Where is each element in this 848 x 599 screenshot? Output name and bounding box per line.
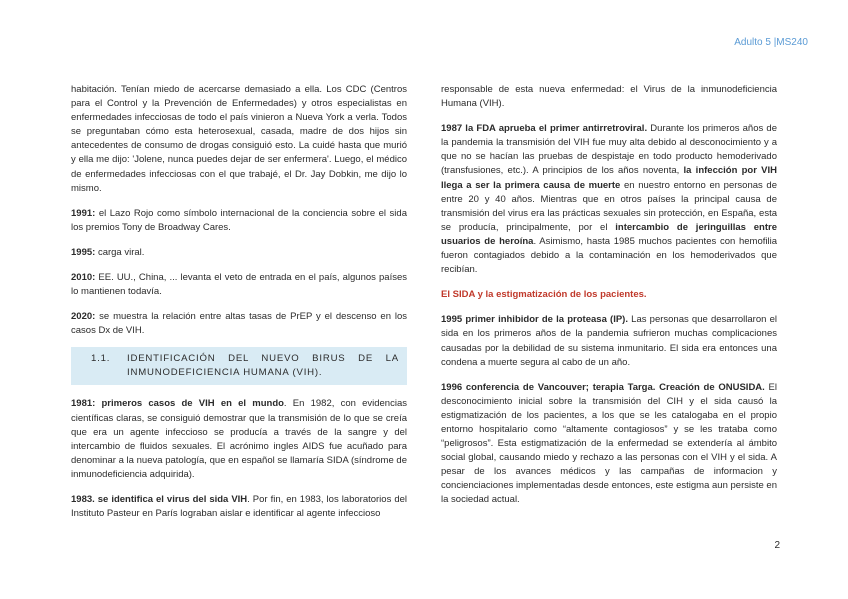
intro-paragraph: habitación. Tenían miedo de acercarse demasiado a ella. Los CDC (Centros para el Control y la Prevención de Enfermedades) y otros especialistas en enfermedades infecciosas de todo el país vinieron a Nueva York a verla. Todos se preguntaban cómo esta heterosexual, casada, madre de dos hijos sin antecedentes de consumo de drogas consiguió esto. La cuidé hasta que murió y ella me dijo: 'Jolene, nunca puedes dejar de ser enfermera'. Luego, el médico de enfermedades infecciosas con el que trabajé, el Dr. Jay Dobkin, me dijo lo mismo. xyxy=(71,84,407,194)
section-heading xyxy=(71,347,407,385)
paragraph-1995-ip: 1995 primer inhibidor de la proteasa (IP). Las personas que desarrollaron el sida en los primeros años de la pandemia sufrieron muchas complicaciones causadas por la debilidad de su sistema inmunitario. El sida era entonces una condena a muerte segura al cabo de un año. xyxy=(441,314,777,368)
paragraph-2010: 2010: EE. UU., China, ... levanta el veto de entrada en el país, algunos países lo mantienen todavía. xyxy=(71,272,407,298)
paragraph-1987: 1987 la FDA aprueba el primer antirretroviral. Durante los primeros años de la pandemia la transmisión del VIH fue muy alta debido al desconocimiento y a que no se hacían las pruebas de despistaje en todo producto hemoderivado (transfusiones, etc.). A principios de los años noventa, la infección por VIH llega a ser la primera causa de muerte en nuestro entorno en personas de entre 20 y 40 años. Mientras que en otros países la principal causa de transmisión del virus era las prácticas sexuales sin protección, en España, esta se producía, principalmente, por el intercambio de jeringuillas entre usuarios de heroína. Asimismo, hasta 1985 muchos pacientes con hemofilia fueron contagiados debido a la contaminación en los hemoderivados que recibían. xyxy=(441,123,777,276)
paragraph-1996: 1996 conferencia de Vancouver; terapia Targa. Creación de ONUSIDA. El desconocimiento inicial sobre la transmisión del CIH y el sida causó la estigmatización de los pacientes, a los que se les catalogaba en el propio entorno hospitalario como “altamente contagiosos” y se les trataba como “peligrosos”. Esta estigmatización de la enfermedad se extendería al ámbito social global, causando miedo y rechazo a las personas con el VIH y el sida. A pesar de los avances médicos y las campañas de informacion y concienciaciones implementadas desde entonces, este estigma aun persiste en la sociedad actual. xyxy=(441,381,777,506)
section-number: 1.1. xyxy=(91,353,111,365)
section-title: IDENTIFICACIÓN DEL NUEVO BIRUS DE LA INMUNODEFICIENCIA HUMANA (VIH). xyxy=(127,353,399,379)
paragraph-1995: 1995: carga viral. xyxy=(71,246,145,258)
left-column xyxy=(71,83,407,532)
paragraph-2020: 2020: se muestra la relación entre altas tasas de PrEP y el descenso en los casos Dx de VIH. xyxy=(71,311,407,337)
page-number: 2 xyxy=(774,540,780,551)
stigma-subheading: El SIDA y la estigmatización de los pacientes. xyxy=(441,289,647,301)
page-header: Adulto 5 |MS240 xyxy=(734,37,808,48)
right-column xyxy=(441,83,777,519)
paragraph-1981: 1981: primeros casos de VIH en el mundo. En 1982, con evidencias científicas claras, se consiguió demostrar que la transmisión de lo que se creía que era un agente infeccioso se producía a través de la sangre y del intercambio de fluidos sexuales. El acrónimo ingles AIDS fue acuñado para denominar a la nueva patología, que en español se llamaría SIDA (síndrome de inmunodeficiencia adquirida). xyxy=(71,398,407,480)
continuation-paragraph: responsable de esta nueva enfermedad: el Virus de la inmunodeficiencia Humana (VIH). xyxy=(441,84,777,110)
paragraph-1991: 1991: el Lazo Rojo como símbolo internacional de la conciencia sobre el sida los premios Tony de Broadway Cares. xyxy=(71,207,407,233)
paragraph-1983: 1983. se identifica el virus del sida VIH. Por fin, en 1983, los laboratorios del Instituto Pasteur en París lograban aislar e identificar al agente infeccioso xyxy=(71,493,407,520)
